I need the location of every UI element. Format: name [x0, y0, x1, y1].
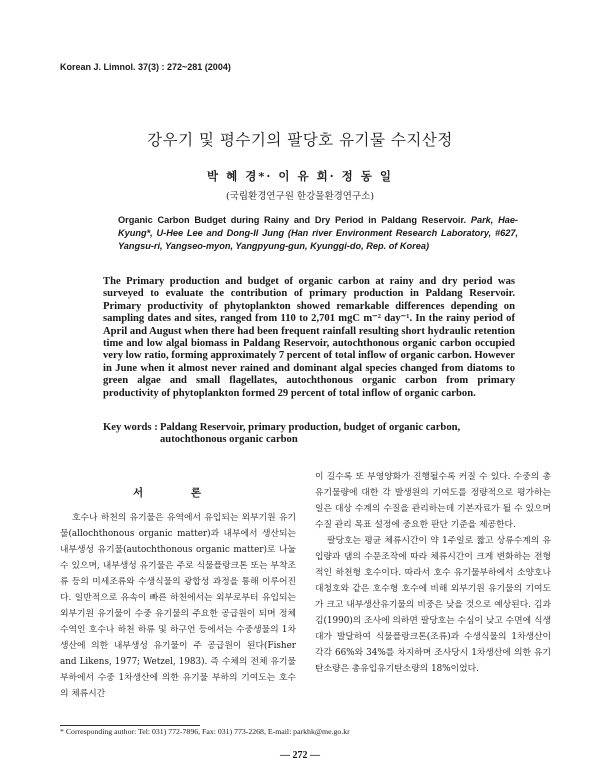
abstract: The Primary production and budget of organic carbon at rainy and dry period was surveyed to evaluate the contribution of primary production in Paldang Reservoir. Primary productivity of phytoplankton showed remarkable differences depending on sampling dates and sites, ranged from 110 to 2,701 mgC m⁻² day⁻¹. In the rainy period of April and August when there had been frequent rainfall resulting short hydraulic retention time and low algal biomass in Paldang Reservoir, autochthonous organic carbon occupied very low ratio, forming approximately 7 percent of total inflow of organic carbon. However in June when it almost never rained and dominant algal species changed from diatoms to green algae and small flagellates, autochthonous organic carbon from primary productivity of phytoplankton formed 29 percent of total inflow of organic carbon. — [103, 276, 515, 399]
journal-reference: Korean J. Limnol. 37(3) : 272~281 (2004) — [60, 62, 231, 72]
page-number: — 272 — — [280, 750, 320, 761]
paper-title-korean: 강우기 및 평수기의 팔당호 유기물 수지산정 — [147, 131, 453, 149]
body-column-right — [315, 469, 551, 677]
section-heading-introduction: 서 론 — [133, 487, 223, 499]
english-title: Organic Carbon Budget during Rainy and Dry Period in Paldang Reservoir. — [118, 215, 467, 225]
body-paragraph: 팔당호는 평균 체류시간이 약 1주일로 짧고 상류수계의 유입량과 댐의 수문조작에 따라 체류시간이 크게 변화하는 전형적인 하천형 호수이다. 따라서 호수 유기물부하에서 소양호나 대청호와 같은 호수형 호수에 비해 외부기원 유기물의 기여도가 크고 내부생산유기물의 비중은 낮을 것으로 예상된다. 김과 김(1990)의 조사에 의하면 팔당호는 수심이 낮고 수면에 식생대가 발달하여 식물플랑크톤(조류)과 수생식물의 1차생산이 각각 66%와 34%를 차지하며 조사당시 1차생산에 의한 유기탄소량은 총유입유기탄소량의 18%이었다. — [315, 536, 551, 674]
affiliation-korean: (국립환경연구원 한강물환경연구소) — [225, 191, 375, 202]
footnote: * Corresponding author: Tel: 031) 772-7896, Fax: 031) 773-2268, E-mail: parkhk@me.go.kr — [60, 727, 350, 736]
body-paragraph: 이 길수록 또 부영양화가 진행될수록 커질 수 있다. 수중의 총유기물량에 대한 각 발생원의 기여도를 정량적으로 평가하는 일은 대상 수계의 수질을 관리하는데 기본자료가 될 수 있으며 수질 관리 목표 설정에 중요한 판단 기준을 제공한다. — [315, 472, 551, 530]
authors-korean: 박 혜 경*· 이 유 희· 정 동 일 — [206, 169, 394, 183]
english-title-block — [118, 214, 518, 254]
keywords-label: Key words : — [103, 422, 158, 433]
english-authors-affiliation: Park, Hae-Kyung*, U-Hee Lee and Dong-Il Jung (Han river Environment Research Laboratory, #627, Yangsu-ri, Yangseo-myon, Yangpyung-gun, Kyunggi-do, Rep. of Korea) — [118, 215, 518, 252]
body-column-left — [60, 510, 296, 702]
body-paragraph: 호수나 하천의 유기물은 유역에서 유입되는 외부기원 유기물(allochthonous organic matter)과 내부에서 생산되는 내부생성 유기물(autochthonous organic matter)로 나눌 수 있으며, 내부생성 유기물은 주로 식물플랑크톤 또는 부착조류 등의 미세조류와 수생식물의 광합성 과정을 통해 이루어진다. 일반적으로 유속이 빠른 하천에서는 외부로부터 유입되는 외부기원 유기물이 수중 유기물의 주요한 공급원이 되며 정체수역인 호수나 하천 하류 및 하구언 등에서는 수중생물의 1차생산에 의한 내부생성 유기물이 주 공급원이 된다(Fisher and Likens, 1977; Wetzel, 1983). 즉 수체의 전체 유기물 부하에서 수중 1차생산에 의한 유기물 부하의 기여도는 호수의 체류시간 — [60, 513, 296, 699]
footnote-divider — [60, 725, 200, 726]
keywords-text: Paldang Reservoir, primary production, budget of organic carbon, autochthonous organic carbon — [160, 422, 461, 446]
